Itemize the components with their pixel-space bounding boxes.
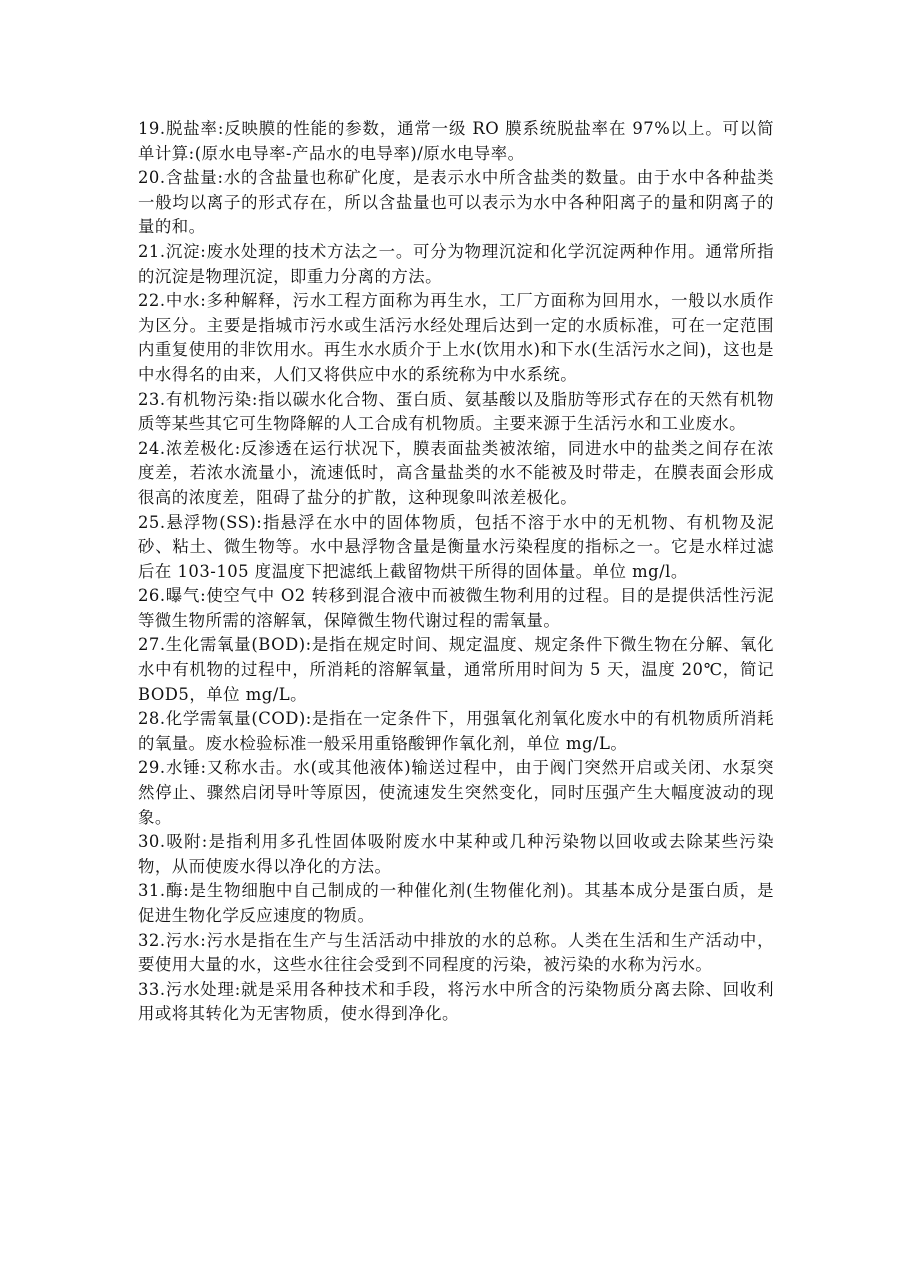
term-entry-33: 33.污水处理:就是采用各种技术和手段，将污水中所含的污染物质分离去除、回收利用或将其转化为无害物质，使水得到净化。: [138, 979, 774, 1024]
term-entry-32: 32.污水:污水是指在生产与生活活动中排放的水的总称。人类在生活和生产活动中，要使用大量的水，这些水往往会受到不同程度的污染，被污染的水称为污水。: [138, 930, 774, 975]
term-entry-30: 30.吸附:是指利用多孔性固体吸附废水中某种或几种污染物以回收或去除某些污染物，从而使废水得以净化的方法。: [138, 832, 774, 876]
term-entry-19: 19.脱盐率:反映膜的性能的参数，通常一级 RO 膜系统脱盐率在 97%以上。可以简单计算:(原水电导率-产品水的电导率)/原水电导率。: [138, 119, 774, 163]
term-entry-31: 31.酶:是生物细胞中自己制成的一种催化剂(生物催化剂)。其基本成分是蛋白质，是促进生物化学反应速度的物质。: [138, 881, 774, 925]
document-body: [138, 117, 774, 1027]
term-entry-28: 28.化学需氧量(COD):是指在一定条件下，用强氧化剂氧化废水中的有机物质所消耗的氧量。废水检验标准一般采用重铬酸钾作氧化剂，单位 mg/L。: [138, 709, 774, 753]
term-entry-26: 26.曝气:使空气中 O2 转移到混合液中而被微生物利用的过程。目的是提供活性污泥等微生物所需的溶解氧，保障微生物代谢过程的需氧量。: [138, 586, 774, 630]
term-entry-21: 21.沉淀:废水处理的技术方法之一。可分为物理沉淀和化学沉淀两种作用。通常所指的沉淀是物理沉淀，即重力分离的方法。: [138, 241, 774, 286]
term-entry-20: 20.含盐量:水的含盐量也称矿化度，是表示水中所含盐类的数量。由于水中各种盐类一般均以离子的形式存在，所以含盐量也可以表示为水中各种阳离子的量和阴离子的量的和。: [138, 168, 774, 237]
term-entry-25: 25.悬浮物(SS):指悬浮在水中的固体物质，包括不溶于水中的无机物、有机物及泥砂、粘土、微生物等。水中悬浮物含量是衡量水污染程度的指标之一。它是水样过滤后在 103-105 度温度下把滤纸上截留物烘干所得的固体量。单位 mg/l。: [138, 512, 774, 581]
term-entry-22: 22.中水:多种解释，污水工程方面称为再生水，工厂方面称为回用水，一般以水质作为区分。主要是指城市污水或生活污水经处理后达到一定的水质标准，可在一定范围内重复使用的非饮用水。再生水水质介于上水(饮用水)和下水(生活污水之间)，这也是中水得名的由来，人们又将供应中水的系统称为中水系统。: [138, 291, 774, 384]
term-entry-24: 24.浓差极化:反渗透在运行状况下，膜表面盐类被浓缩，同进水中的盐类之间存在浓度差，若浓水流量小，流速低时，高含量盐类的水不能被及时带走，在膜表面会形成很高的浓度差，阻碍了盐分的扩散，这种现象叫浓差极化。: [138, 438, 774, 507]
term-entry-29: 29.水锤:又称水击。水(或其他液体)输送过程中，由于阀门突然开启或关闭、水泵突然停止、骤然启闭导叶等原因，使流速发生突然变化，同时压强产生大幅度波动的现象。: [138, 758, 774, 827]
term-entry-23: 23.有机物污染:指以碳水化合物、蛋白质、氨基酸以及脂肪等形式存在的天然有机物质等某些其它可生物降解的人工合成有机物质。主要来源于生活污水和工业废水。: [138, 389, 774, 434]
term-entry-27: 27.生化需氧量(BOD):是指在规定时间、规定温度、规定条件下微生物在分解、氧化水中有机物的过程中，所消耗的溶解氧量，通常所用时间为 5 天，温度 20℃，简记 BOD5，单位 mg/L。: [138, 635, 774, 704]
